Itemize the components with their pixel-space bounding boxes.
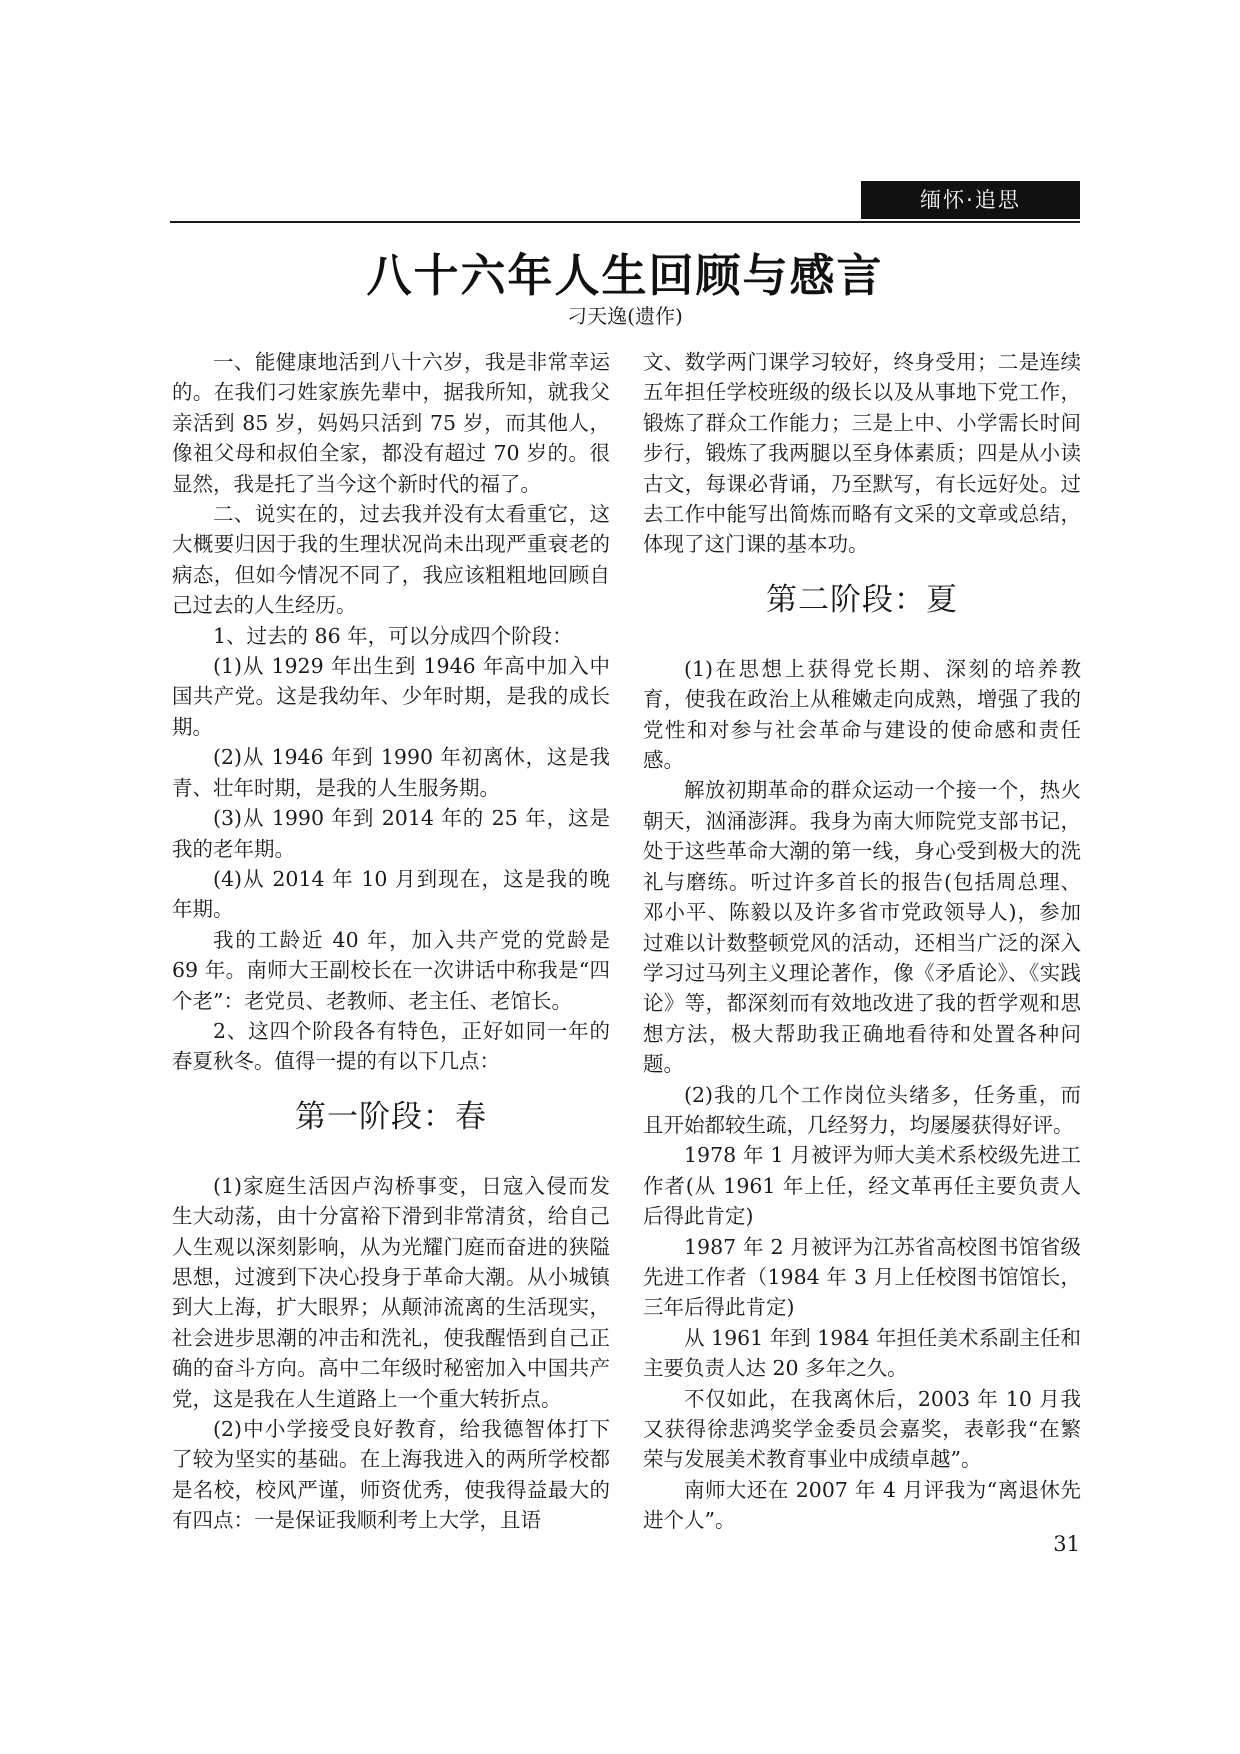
paragraph: 文、数学两门课学习较好，终身受用；二是连续五年担任学校班级的级长以及从事地下党工作，锻炼了群众工作能力；三是上中、小学需长时间步行，锻炼了我两腿以至身体素质；四是从小读古文，每课必背诵，乃至默写，有长远好处。过去工作中能写出简炼而略有文采的文章或总结，体现了这门课的基本功。 — [643, 350, 1081, 557]
paragraph: 1、过去的 86 年，可以分成四个阶段： — [213, 623, 573, 648]
left-column — [172, 347, 610, 1536]
paragraph: (3)从 1990 年到 2014 年的 25 年，这是我的老年期。 — [172, 806, 610, 861]
paragraph: 从 1961 年到 1984 年担任美术系副主任和主要负责人达 20 多年之久。 — [643, 1325, 1081, 1381]
paragraph: (4)从 2014 年 10 月到现在，这是我的晚年期。 — [172, 866, 610, 922]
section-heading-summer: 第二阶段：夏 — [766, 581, 958, 618]
paragraph: (2)我的几个工作岗位头绪多，任务重，而且开始都较生疏，几经努力，均屡屡获得好评。 — [643, 1082, 1081, 1137]
section-tag: 缅怀·追思 — [861, 181, 1080, 219]
paragraph: (2)中小学接受良好教育，给我德智体打下了较为坚实的基础。在上海我进入的两所学校都是名校，校风严谨，师资优秀，使我得益最大的有四点：一是保证我顺利考上大学，且语 — [172, 1417, 610, 1533]
header-rule — [170, 221, 1080, 223]
article-author: 刁天逸(遗作) — [567, 304, 683, 328]
paragraph: 解放初期革命的群众运动一个接一个，热火朝天，汹涌澎湃。我身为南大师院党支部书记，处于这些革命大潮的第一线，身心受到极大的洗礼与磨练。听过许多首长的报告(包括周总理、邓小平、陈毅以及许多省市党政领导人)，参加过难以计数整顿党风的活动，还相当广泛的深入学习过马列主义理论著作，像《矛盾论》、《实践论》等，都深刻而有效地改进了我的哲学观和思想方法，极大帮助我正确地看待和处置各种问题。 — [643, 778, 1081, 1077]
paragraph: 不仅如此，在我离休后，2003 年 10 月我又获得徐悲鸿奖学金委员会嘉奖，表彰我“在繁荣与发展美术教育事业中成绩卓越”。 — [643, 1386, 1081, 1472]
paragraph: 2、这四个阶段各有特色，正好如同一年的春夏秋冬。值得一提的有以下几点： — [172, 1018, 610, 1074]
paragraph: (1)家庭生活因卢沟桥事变，日寇入侵而发生大动荡，由十分富裕下滑到非常清贫，给自己人生观以深刻影响，从为光耀门庭而奋进的狭隘思想，过渡到下决心投身于革命大潮。从小城镇到大上海，扩大眼界；从颠沛流离的生活现实，社会进步思潮的冲击和洗礼，使我醒悟到自己正确的奋斗方向。高中二年级时秘密加入中国共产党，这是我在人生道路上一个重大转折点。 — [172, 1173, 610, 1411]
paragraph: (1)在思想上获得党长期、深刻的培养教育，使我在政治上从稚嫩走向成熟，增强了我的党性和对参与社会革命与建设的使命感和责任感。 — [643, 656, 1081, 773]
page-number: 31 — [1053, 1532, 1080, 1556]
section-heading-spring: 第一阶段：春 — [295, 1098, 487, 1135]
paragraph: 一、能健康地活到八十六岁，我是非常幸运的。在我们刁姓家族先辈中，据我所知，就我父亲活到 85 岁，妈妈只活到 75 岁，而其他人，像祖父母和叔伯全家，都没有超过 70 岁的。很显然，我是托了当今这个新时代的福了。 — [172, 350, 610, 496]
paragraph: 二、说实在的，过去我并没有太看重它，这大概要归因于我的生理状况尚未出现严重衰老的病态，但如今情况不同了，我应该粗粗地回顾自己过去的人生经历。 — [172, 502, 610, 618]
paragraph: 1987 年 2 月被评为江苏省高校图书馆省级先进工作者（1984 年 3 月上任校图书馆馆长，三年后得此肯定) — [643, 1234, 1081, 1320]
paragraph: 我的工龄近 40 年，加入共产党的党龄是 69 年。南师大王副校长在一次讲话中称我是“四个老”：老党员、老教师、老主任、老馆长。 — [172, 927, 610, 1013]
paragraph: 1978 年 1 月被评为师大美术系校级先进工作者(从 1961 年上任，经文革再任主要负责人后得此肯定) — [643, 1143, 1081, 1229]
paragraph: (2)从 1946 年到 1990 年初离休，这是我青、壮年时期，是我的人生服务期。 — [172, 745, 610, 800]
article-title: 八十六年人生回顾与感言 — [366, 249, 884, 302]
right-column — [643, 347, 1081, 1536]
paragraph: (1)从 1929 年出生到 1946 年高中加入中国共产党。这是我幼年、少年时期，是我的成长期。 — [172, 654, 610, 739]
paragraph: 南师大还在 2007 年 4 月评我为“离退休先进个人”。 — [643, 1477, 1081, 1533]
